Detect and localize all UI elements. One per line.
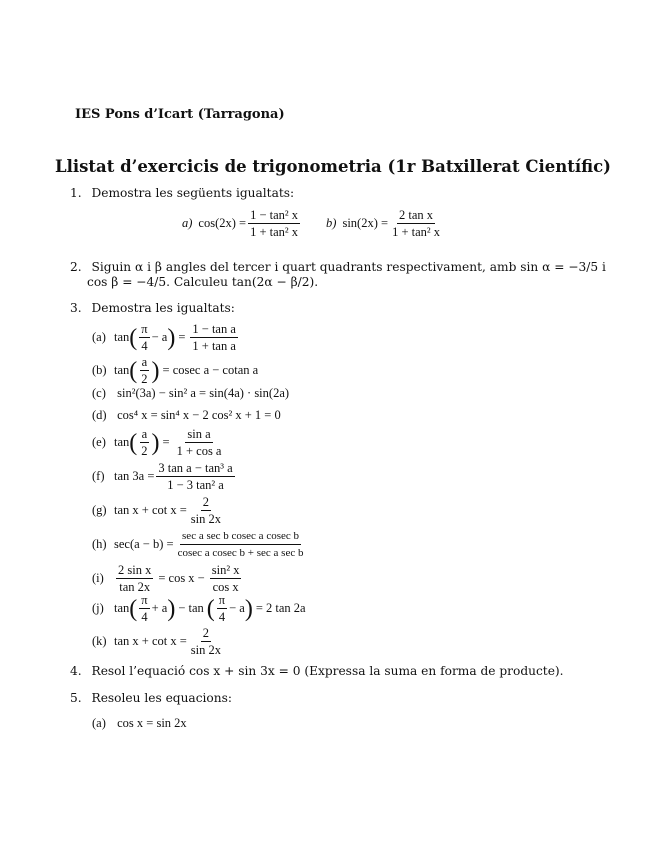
item-3a: (a) tan ( $\frac{\pi}{4}$ − a ) = $\frac{\text{1 − tan a}}{\text{1 + tan a}}$ bbox=[92, 322, 236, 353]
exercise-number: 1. bbox=[70, 186, 82, 200]
fraction bbox=[390, 208, 442, 239]
equation-1a bbox=[182, 208, 444, 239]
function-name: tan bbox=[114, 435, 130, 449]
denominator: cosec a cosec b + sec a sec b bbox=[177, 547, 304, 559]
item-label: (i) bbox=[92, 571, 104, 585]
numerator: 2 tan x bbox=[399, 208, 434, 222]
numerator: 3 tan a − tan³ a bbox=[158, 461, 233, 475]
exercise-number: 4. bbox=[70, 664, 82, 678]
denominator: sin 2x bbox=[190, 512, 221, 526]
fraction bbox=[217, 593, 227, 624]
function-name: tan bbox=[114, 363, 130, 377]
denominator: tan 2x bbox=[119, 580, 151, 594]
equals-sign: = bbox=[162, 435, 170, 449]
item-label: (k) bbox=[92, 634, 107, 648]
function-name: − tan bbox=[178, 601, 204, 615]
denominator: 1 + tan² x bbox=[392, 225, 441, 239]
exercise-text: Demostra les igualtats: bbox=[91, 301, 235, 315]
expression: = cosec a − cotan a bbox=[162, 363, 259, 377]
expression: cos⁴ x = sin⁴ x − 2 cos² x + 1 = 0 bbox=[117, 408, 281, 422]
fraction bbox=[139, 322, 149, 353]
item-label: (b) bbox=[92, 363, 107, 377]
function-name: tan bbox=[114, 330, 130, 344]
exercise-number: 2. bbox=[70, 260, 82, 274]
item-label: (e) bbox=[92, 435, 106, 449]
numerator: 1 − tan² x bbox=[250, 208, 299, 222]
denominator: 1 + cos a bbox=[176, 444, 222, 458]
denominator: 4 bbox=[141, 610, 148, 624]
fraction bbox=[156, 461, 234, 492]
numerator: 2 bbox=[202, 626, 210, 640]
denominator: 1 + tan² x bbox=[250, 225, 299, 239]
item-3k bbox=[92, 626, 225, 657]
item-3d bbox=[92, 408, 281, 423]
fraction bbox=[176, 529, 306, 560]
expression: sin²(3a) − sin² a = sin(4a) · sin(2a) bbox=[117, 386, 290, 400]
numerator: 1 − tan a bbox=[192, 322, 236, 336]
expression: cos x = sin 2x bbox=[117, 716, 187, 730]
item-label: (a) bbox=[92, 330, 106, 344]
argument-tail: − a bbox=[151, 330, 168, 344]
expression: = 2 tan 2a bbox=[255, 601, 306, 615]
fraction bbox=[248, 208, 300, 239]
item-label: (f) bbox=[92, 469, 105, 483]
numerator: a bbox=[141, 355, 148, 369]
item-3h bbox=[92, 529, 307, 560]
item-label: (d) bbox=[92, 408, 107, 422]
exercise-4 bbox=[70, 663, 564, 680]
exercise-text-line-1: Siguin α i β angles del tercer i quart quadrants respectivament, amb sin α = −3/5 i bbox=[91, 260, 606, 274]
equation-lhs: sin(2x) = bbox=[342, 216, 389, 230]
item-label: (c) bbox=[92, 386, 106, 400]
fraction bbox=[139, 355, 149, 386]
expression: tan 3a = bbox=[114, 469, 155, 483]
numerator: π bbox=[218, 593, 226, 607]
item-label: (h) bbox=[92, 537, 107, 551]
page-title: Llistat d’exercicis de trigonometria (1r Batxillerat Científic) bbox=[55, 157, 611, 176]
fraction bbox=[189, 626, 223, 657]
item-label: (g) bbox=[92, 503, 107, 517]
exercise-1 bbox=[70, 185, 294, 202]
exercise-5 bbox=[70, 690, 232, 707]
denominator: 2 bbox=[141, 372, 148, 386]
argument-tail: − a bbox=[229, 601, 245, 615]
item-5a bbox=[92, 716, 187, 731]
numerator: sin a bbox=[187, 427, 211, 441]
expression: sec(a − b) = bbox=[114, 537, 174, 551]
numerator: π bbox=[141, 322, 148, 336]
exercise-text-line-2: cos β = −4/5. Calculeu tan(2α − β/2). bbox=[87, 275, 319, 289]
numerator: π bbox=[141, 593, 148, 607]
numerator: a bbox=[141, 427, 148, 441]
exercise-text: Resoleu les equacions: bbox=[91, 691, 232, 705]
expression: tan x + cot x = bbox=[114, 634, 187, 648]
equals-sign: = bbox=[178, 330, 186, 344]
equation-lhs: cos(2x) = bbox=[198, 216, 247, 230]
school-name: IES Pons d’Icart (Tarragona) bbox=[75, 107, 285, 122]
fraction bbox=[189, 495, 223, 526]
item-3g bbox=[92, 495, 225, 526]
denominator: 1 + tan a bbox=[192, 339, 236, 353]
exercise-number: 3. bbox=[70, 301, 82, 315]
exercise-number: 5. bbox=[70, 691, 82, 705]
fraction bbox=[210, 563, 242, 594]
fraction bbox=[139, 427, 149, 458]
equation-label: b) bbox=[326, 216, 337, 230]
item-label: (j) bbox=[92, 601, 104, 615]
denominator: 4 bbox=[218, 610, 226, 624]
item-3b: (b) tan ( $\frac{a}{2}$ ) = cosec a − cotan a bbox=[92, 355, 259, 386]
exercise-text: Resol l’equació cos x + sin 3x = 0 (Expressa la suma en forma de producte). bbox=[91, 664, 564, 678]
item-3f bbox=[92, 461, 237, 492]
expression: tan x + cot x = bbox=[114, 503, 187, 517]
item-3i bbox=[92, 563, 243, 594]
denominator: cos x bbox=[212, 580, 239, 594]
item-label: (a) bbox=[92, 716, 106, 730]
exercise-3 bbox=[70, 300, 235, 317]
numerator: 2 bbox=[202, 495, 210, 509]
numerator: sec a sec b cosec a cosec b bbox=[180, 529, 301, 545]
denominator: sin 2x bbox=[190, 643, 221, 657]
denominator: 4 bbox=[141, 339, 148, 353]
item-3j: (j) tan ( $\frac{\pi}{4}$ + a ) − tan ( $\frac{\pi}{4}$ − a ) = 2 tan 2a bbox=[92, 593, 306, 624]
numerator: 2 sin x bbox=[118, 563, 152, 577]
item-3e: (e) tan ( $\frac{a}{2}$ ) = $\frac{\text{sin a}}{\text{1 + cos a}}$ bbox=[92, 427, 222, 458]
fraction bbox=[139, 593, 149, 624]
argument-tail: + a bbox=[151, 601, 168, 615]
numerator: sin² x bbox=[211, 563, 240, 577]
expression: = cos x − bbox=[158, 571, 205, 585]
function-name: tan bbox=[114, 601, 130, 615]
exercise-text: Demostra les següents igualtats: bbox=[91, 186, 295, 200]
fraction bbox=[190, 322, 238, 353]
denominator: 1 − 3 tan² a bbox=[167, 478, 224, 492]
fraction bbox=[175, 427, 224, 458]
denominator: 2 bbox=[141, 444, 148, 458]
item-3c bbox=[92, 386, 289, 401]
fraction bbox=[116, 563, 153, 594]
equation-label: a) bbox=[182, 216, 193, 230]
